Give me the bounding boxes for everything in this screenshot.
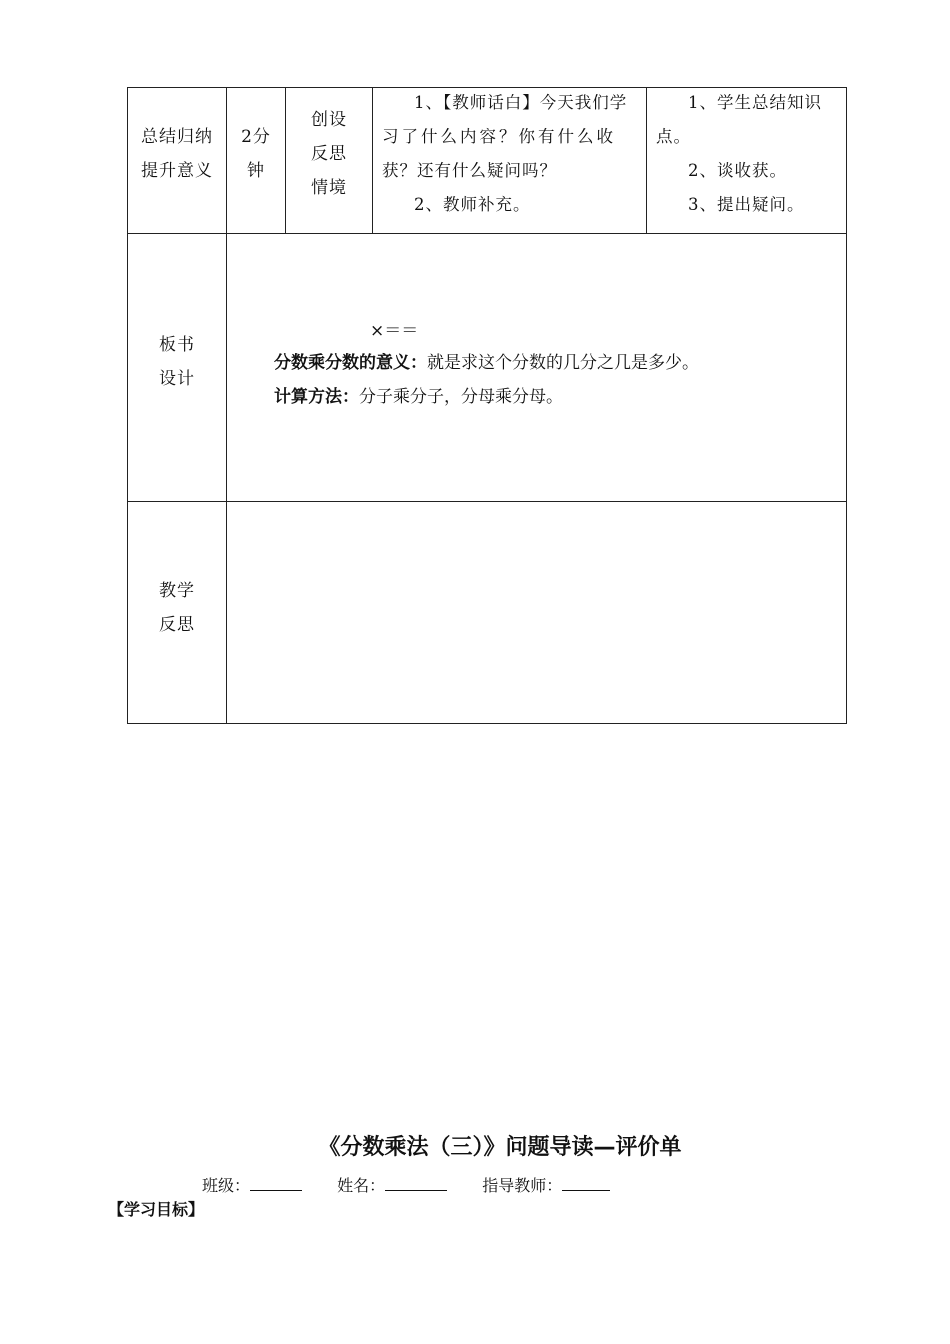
sheet-title: 《分数乘法（三）》问题导读—评价单 bbox=[318, 1135, 682, 1160]
student-line: 1、学生总结知识 bbox=[688, 93, 822, 112]
name-label: 姓名： bbox=[337, 1176, 386, 1195]
name-blank[interactable] bbox=[385, 1174, 447, 1191]
situation-line: 创设 bbox=[311, 110, 347, 130]
student-activity-cell bbox=[656, 86, 846, 222]
teacher-line: 2、教师补充。 bbox=[414, 195, 531, 214]
table-border-bottom bbox=[127, 723, 847, 724]
board-design-label bbox=[128, 328, 226, 396]
teaching-reflection-label bbox=[128, 574, 226, 642]
method-label: 计算方法： bbox=[274, 387, 359, 407]
table-col-divider-3 bbox=[372, 87, 373, 234]
situation-line: 反思 bbox=[311, 144, 347, 164]
board-label-line: 板书 bbox=[159, 335, 195, 355]
class-blank[interactable] bbox=[250, 1174, 302, 1191]
table-divider-2 bbox=[127, 501, 847, 502]
meaning-text: 就是求这个分数的几分之几是多少。 bbox=[427, 353, 699, 373]
class-label: 班级： bbox=[202, 1176, 251, 1195]
teacher-label: 指导教师： bbox=[482, 1176, 563, 1195]
situation-cell bbox=[286, 103, 372, 205]
board-formula: ×＝＝ bbox=[370, 321, 419, 341]
teacher-line: 习了什么内容？你有什么收 bbox=[382, 127, 616, 146]
student-line: 点。 bbox=[656, 127, 691, 146]
teacher-line: 1、【教师话白】今天我们学 bbox=[414, 93, 628, 112]
stage-line: 总结归纳 bbox=[141, 127, 213, 147]
teacher-blank[interactable] bbox=[562, 1174, 610, 1191]
method-text: 分子乘分子，分母乘分母。 bbox=[359, 387, 563, 407]
time-line: 2分 bbox=[241, 127, 271, 147]
board-label-line: 设计 bbox=[159, 369, 195, 389]
table-divider-1 bbox=[127, 233, 847, 234]
teacher-line: 获？还有什么疑问吗？ bbox=[382, 161, 557, 180]
board-method bbox=[274, 385, 563, 409]
board-meaning bbox=[274, 351, 699, 375]
table-col-divider-4 bbox=[646, 87, 647, 234]
student-info-line bbox=[202, 1174, 610, 1198]
stage-cell bbox=[128, 120, 226, 188]
table-border-right bbox=[846, 87, 847, 724]
time-cell bbox=[227, 120, 285, 188]
situation-line: 情境 bbox=[311, 178, 347, 198]
reflection-label-line: 反思 bbox=[159, 615, 195, 635]
teacher-activity-cell bbox=[382, 86, 646, 222]
stage-line: 提升意义 bbox=[141, 161, 213, 181]
section-heading: 【学习目标】 bbox=[108, 1200, 205, 1219]
meaning-label: 分数乘分数的意义： bbox=[274, 353, 427, 373]
time-line: 钟 bbox=[247, 161, 265, 181]
student-line: 2、谈收获。 bbox=[688, 161, 787, 180]
reflection-label-line: 教学 bbox=[159, 581, 195, 601]
student-line: 3、提出疑问。 bbox=[688, 195, 805, 214]
